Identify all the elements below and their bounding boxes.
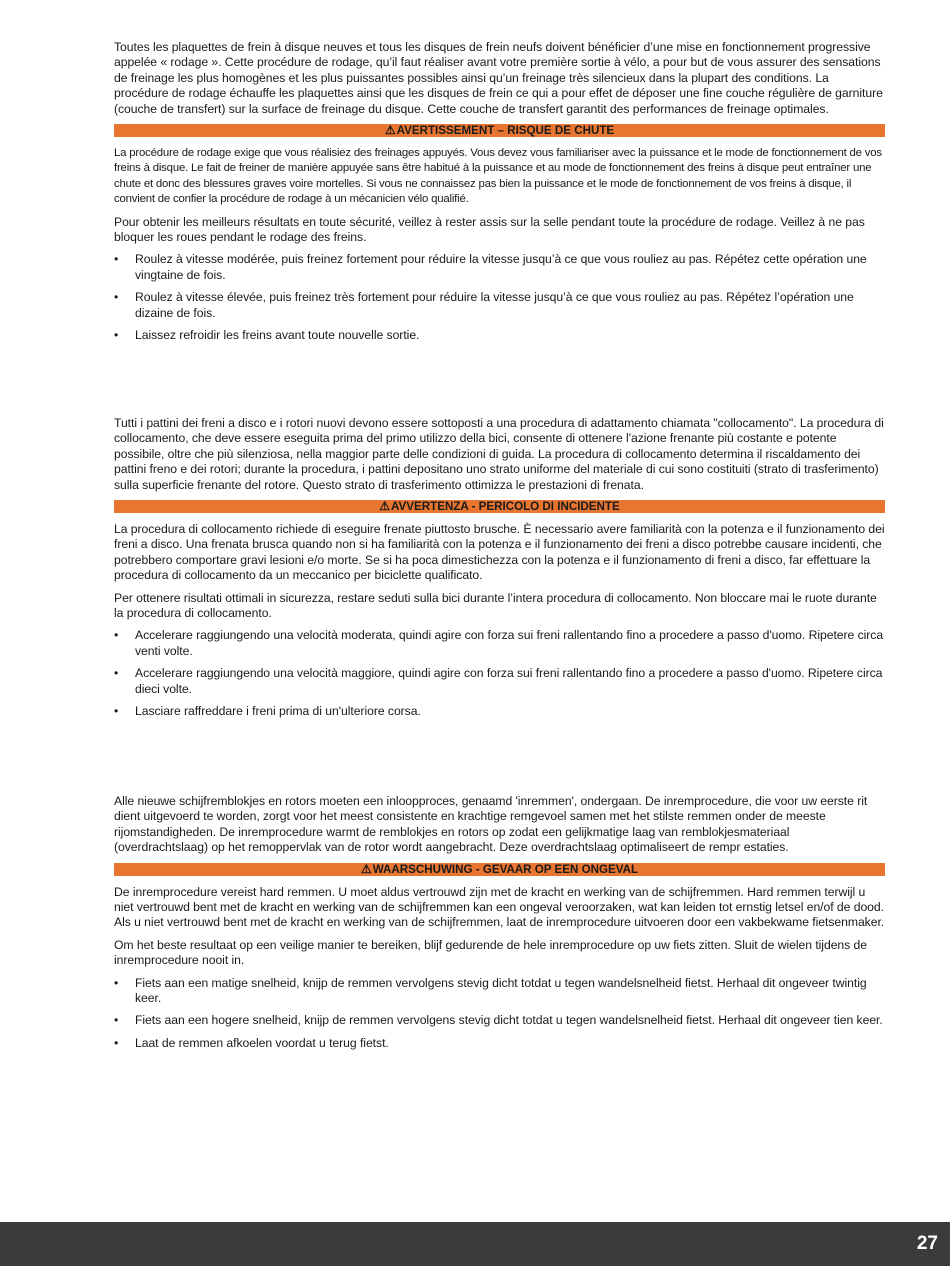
step-text: Lasciare raffreddare i freni prima di un'ulteriore corsa.: [135, 704, 421, 719]
warning-title: AVERTISSEMENT – RISQUE DE CHUTE: [396, 124, 615, 138]
bullet: •: [114, 975, 119, 990]
section-italian: [114, 416, 885, 727]
instructions-paragraph: Om het beste resultaat op een veilige manier te bereiken, blijf gedurende de hele inremprocedure op uw fiets zitten. Sluit de wielen tijdens de inremprocedure nooit in.: [114, 937, 867, 968]
intro-paragraph: Toutes les plaquettes de frein à disque neuves et tous les disques de frein neufs doivent bénéficier d’une mise en fonctionnement progressive appelée « rodage ». Cette procédure de rodage, qu’il faut réaliser avant votre première sortie à vélo, a pour but de vous assurer des sensations de freinage les plus homogènes et les plus puissantes possibles ainsi qu’un freinage très silencieux dans la plupart des conditions. La procédure de rodage échauffe les plaquettes ainsi que les disques de frein ce qui a pour effet de déposer une fine couche régulière de garniture (couche de transfert) sur la surface de freinage du disque. Cette couche de transfert garantit des performances de freinage optimales.: [114, 40, 883, 116]
warning-title: AVVERTENZA - PERICOLO DI INCIDENTE: [391, 500, 620, 514]
intro-paragraph: Tutti i pattini dei freni a disco e i rotori nuovi devono essere sottoposti a una procedura di adattamento chiamata "collocamento". La procedura di collocamento, che deve essere eseguita prima del primo utilizzo della bici, consente di ottenere l'azione frenante più costante e potente possibile, oltre che più silenziosa, nella maggior parte delle condizioni di guida. La procedura di collocamento determina il riscaldamento dei pattini freno e dei rotori; durante la procedura, i pattini depositano uno strato uniforme del materiale di cui sono costituiti (strato di trasferimento) sulla superficie frenante del rotore. Questo strato di trasferimento ottimizza le prestazioni di frenata.: [114, 416, 884, 492]
warning-banner: [114, 500, 885, 513]
list-item: [114, 1013, 885, 1028]
warning-banner: [114, 863, 885, 876]
bullet: •: [114, 328, 119, 343]
step-text: Fiets aan een matige snelheid, knijp de remmen vervolgens stevig dicht totdat u tegen wandelsnelheid fietst. Herhaal dit ongeveer twintig keer.: [135, 975, 867, 1006]
list-item: [114, 704, 885, 719]
warning-triangle-icon: ⚠: [360, 861, 372, 876]
instructions-paragraph: Pour obtenir les meilleurs résultats en toute sécurité, veillez à rester assis sur la selle pendant toute la procédure de rodage. Veillez à ne pas bloquer les roues pendant le rodage des freins.: [114, 214, 865, 245]
step-text: Laat de remmen afkoelen voordat u terug fietst.: [135, 1035, 389, 1050]
bullet: •: [114, 1013, 119, 1028]
step-text: Roulez à vitesse modérée, puis freinez fortement pour réduire la vitesse jusqu’à ce que vous rouliez au pas. Répétez cette opération une vingtaine de fois.: [135, 252, 867, 282]
section-french: [114, 40, 885, 351]
warning-paragraph: De inremprocedure vereist hard remmen. U moet aldus vertrouwd zijn met de kracht en werking van de schijfremmen. Hard remmen terwijl u niet vertrouwd bent met de kracht en werking van de schijfremmen kan een ongeval veroorzaken, wat kan leiden tot ernstig letsel en/of de dood. Als u niet vertrouwd bent met de kracht en werking van de schijfremmen, laat de inremprocedure uitvoeren door een vakbekwame fietsenmaker.: [114, 884, 885, 930]
list-item: [114, 252, 885, 283]
section-dutch: [114, 794, 885, 1058]
bullet: •: [114, 290, 119, 305]
page-number: 27: [916, 1233, 938, 1254]
warning-paragraph: La procedura di collocamento richiede di eseguire frenate piuttosto brusche. È necessario avere familiarità con la potenza e il funzionamento dei freni a disco. Una frenata brusca quando non si ha familiarità con la potenza e il funzionamento dei freni a disco potrebbe causare incidenti, che potrebbero comportare gravi lesioni e/o morte. Se si ha poca dimestichezza con la potenza e il funzionamento di freni a disco, far effettuare la procedura di collocamento da un meccanico per biciclette qualificato.: [114, 522, 885, 583]
step-text: Roulez à vitesse élevée, puis freinez très fortement pour réduire la vitesse jusqu’à ce que vous rouliez au pas. Répétez l’opération une dizaine de fois.: [135, 290, 854, 320]
footer-bar: [0, 1222, 950, 1266]
bullet: •: [114, 666, 119, 681]
bullet: •: [114, 1035, 119, 1050]
list-item: [114, 1036, 885, 1051]
list-item: [114, 328, 885, 343]
list-item: [114, 976, 885, 1007]
list-item: [114, 628, 885, 659]
steps-list: [114, 976, 885, 1052]
step-text: Accelerare raggiungendo una velocità maggiore, quindi agire con forza sui freni rallentando fino a procedere a passo d'uomo. Ripetere circa dieci volte.: [135, 666, 883, 696]
list-item: [114, 290, 885, 321]
bullet: •: [114, 628, 119, 643]
intro-paragraph: Alle nieuwe schijfremblokjes en rotors moeten een inloopproces, genaamd 'inremmen', ondergaan. De inremprocedure, die voor uw eerste rit dient uitgevoerd te worden, zorgt voor het meest consistente en krachtige remgevoel samen met het stilste remmen onder de meeste rijomstandigheden. De inremprocedure warmt de remblokjes en rotors op zodat een gelijkmatige laag van remblokjesmateriaal (overdrachtslaag) op het remoppervlak van de rotor wordt aangebracht. Deze overdrachtslaag optimaliseert de rempr estaties.: [114, 794, 868, 855]
bullet: •: [114, 704, 119, 719]
warning-triangle-icon: ⚠: [379, 499, 391, 514]
warning-triangle-icon: ⚠: [384, 123, 396, 138]
bullet: •: [114, 252, 119, 267]
warning-paragraph: La procédure de rodage exige que vous réalisiez des freinages appuyés. Vous devez vous familiariser avec la puissance et le mode de fonctionnement de vos freins à disque. Le fait de freiner de manière appuyée sans être habitué à la puissance et au mode de fonctionnement des freins à disque peut entraîner une chute et donc des blessures graves voire mortelles. Si vous ne connaissez pas bien la puissance et le mode de fonctionnement de vos freins à disque, il convient de confier la procédure de rodage à un mécanicien vélo qualifié.: [114, 147, 882, 206]
warning-banner: [114, 124, 885, 137]
list-item: [114, 666, 885, 697]
instructions-paragraph: Per ottenere risultati ottimali in sicurezza, restare seduti sulla bici durante l’intera procedura di collocamento. Non bloccare mai le ruote durante la procedura di collocamento.: [114, 590, 877, 621]
steps-list: [114, 252, 885, 343]
step-text: Accelerare raggiungendo una velocità moderata, quindi agire con forza sui freni rallentando fino a procedere a passo d'uomo. Ripetere circa venti volte.: [135, 628, 884, 658]
steps-list: [114, 628, 885, 719]
warning-title: WAARSCHUWING - GEVAAR OP EEN ONGEVAL: [372, 862, 639, 876]
step-text: Fiets aan een hogere snelheid, knijp de remmen vervolgens stevig dicht totdat u tegen wandelsnelheid fietst. Herhaal dit ongeveer tien keer.: [135, 1013, 883, 1028]
step-text: Laissez refroidir les freins avant toute nouvelle sortie.: [135, 328, 420, 343]
